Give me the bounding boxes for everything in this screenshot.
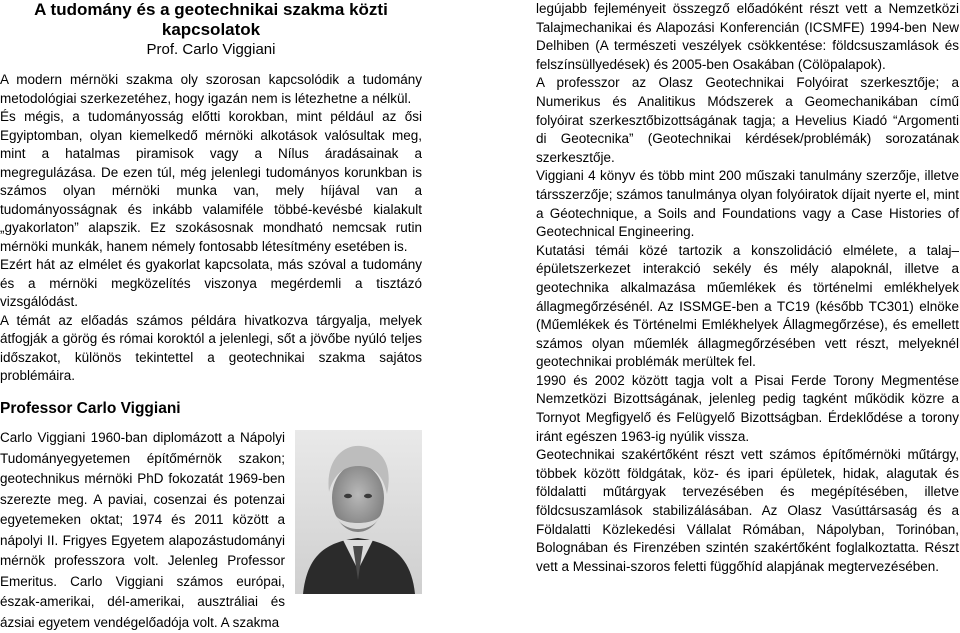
- bio-paragraph: Geotechnikai szakértőként részt vett számos építőmérnöki műtárgy, többek között földgátak, köz- és ipari épületek, hidak, alagutak és földalatti műtárgyak tervezésében és megépítésében, illetve földcsuszamlások stabilizálásában. Az Olasz Vasúttársaság és a Földalatti Közlekedési Vállalat Rómában, Nápolyban, Torinóban, Bolognában és Firenzében szintén szakértőként foglalkoztatta. Részt vett a Messinai-szoros feletti függőhíd alapjának megtervezésében.: [536, 447, 959, 574]
- bio-paragraph: A professzor az Olasz Geotechnikai Folyóirat szerkesztője; a Numerikus és Analitikus Módszerek a Geomechanikában című folyóirat szerkesztőbizottságának tagja; a Hevelius Kiadó “Argomenti di Geotecnika” (Geotechnikai kérdések/problémák) sorozatának szerkesztője.: [536, 75, 959, 165]
- article-author: Prof. Carlo Viggiani: [146, 41, 276, 58]
- bio-heading: Professor Carlo Viggiani: [0, 399, 181, 417]
- body-paragraph: És mégis, a tudományosság előtti korokban, mint például az ősi Egyiptomban, olyan kiemelkedő mérnöki alkotások valósultak meg, mint a hatalmas piramisok vagy a Nílus áradásainak a megregulázása. De ezen túl, még jelenlegi tudományos korunkban is számos olyan mérnöki munka van, mely híjával van a tudományosságnak és inkább valamiféle többé-kevésbé kialakult „gyakorlaton” alapszik. Ez szokásosnak mondható nemcsak rutin mérnöki munkák, hanem némely fontosabb létesítmény esetében is.: [0, 109, 422, 254]
- intro-paragraph: A modern mérnöki szakma oly szorosan kapcsolódik a tudomány metodológiai szerkezetéhez, hogy igazán nem is létezhetne a nélkül.: [0, 72, 422, 106]
- left-column: [0, 0, 422, 633]
- body-paragraph: A témát az előadás számos példára hivatkozva tárgyalja, melyek átfogják a görög és római koroktól a jelenlegi, sőt a jövőbe nyúló teljes időszakot, különös tekintettel a geotechnikai szakma sajátos problémáira.: [0, 312, 422, 383]
- article-title: A tudomány és a geotechnikai szakma közti kapcsolatok: [34, 0, 388, 39]
- right-column: [536, 0, 959, 576]
- bio-paragraph: 1990 és 2002 között tagja volt a Pisai Ferde Torony Megmentése Nemzetközi Bizottságának, jelenleg pedig tagként működik közre a Tornyot Megfigyelő és Felügyelő Bizottságban. Érdeklődése a torony iránt egészen 1963-ig nyúlik vissza.: [536, 372, 959, 444]
- portrait-photo-icon: [295, 430, 422, 594]
- bio-text-left: Carlo Viggiani 1960-ban diplomázott a Nápolyi Tudományegyetemen építőmérnök szakon; geotechnikus mérnöki PhD fokozatát 1969-ben szerezte meg. A paviai, cosenzai és potenzai egyetemeken oktat; 1974 és 2011 között a nápolyi II. Frigyes Egyetem alapozástudományi mérnök professzora volt. Jelenleg Professor Emeritus. Carlo Viggiani számos európai, észak-amerikai, dél-amerikai, ausztráliai és ázsiai egyetem vendégelőadója volt. A szakma: [0, 430, 285, 630]
- bio-paragraph: legújabb fejleményeit összegző előadóként részt vett a Nemzetközi Talajmechanikai és Alapozási Konferencián (ICSMFE) 1994-ben New Delhiben (A természeti veszélyek csökkentése: földcsuszamlások és felszínsüllyedések) és 2005-ben Osakában (Cölöpalapok).: [536, 1, 959, 72]
- bio-block: [0, 428, 422, 633]
- body-paragraph: Ezért hát az elmélet és gyakorlat kapcsolata, más szóval a tudomány és a mérnöki megközelítés viszonya megérdemli a tisztázó vizsgálódást.: [0, 257, 422, 309]
- bio-paragraph: Viggiani 4 könyv és több mint 200 műszaki tanulmány szerzője, illetve társszerzője; számos tanulmánya olyan folyóiratok díjait nyerte el, mint a Géotechnique, a Soils and Foundations vagy a Case Histories of Geotechnical Engineering.: [536, 168, 959, 240]
- bio-paragraph: Kutatási témái közé tartozik a konszolidáció elmélete, a talaj–épületszerkezet interakció sekély és mély alapoknál, illetve a geotechnika alkalmazása műemlékek és történelmi emlékhelyek állagmegőrzésénél. Az ISSMGE-ben a TC19 (később TC301) elnöke (Műemlékek és Történelmi Emlékhelyek Állagmegőrzése), és emellett számos olyan műemlék állagmegőrzésében vett részt, melyeknél geotechnikai problémák merültek fel.: [536, 242, 959, 370]
